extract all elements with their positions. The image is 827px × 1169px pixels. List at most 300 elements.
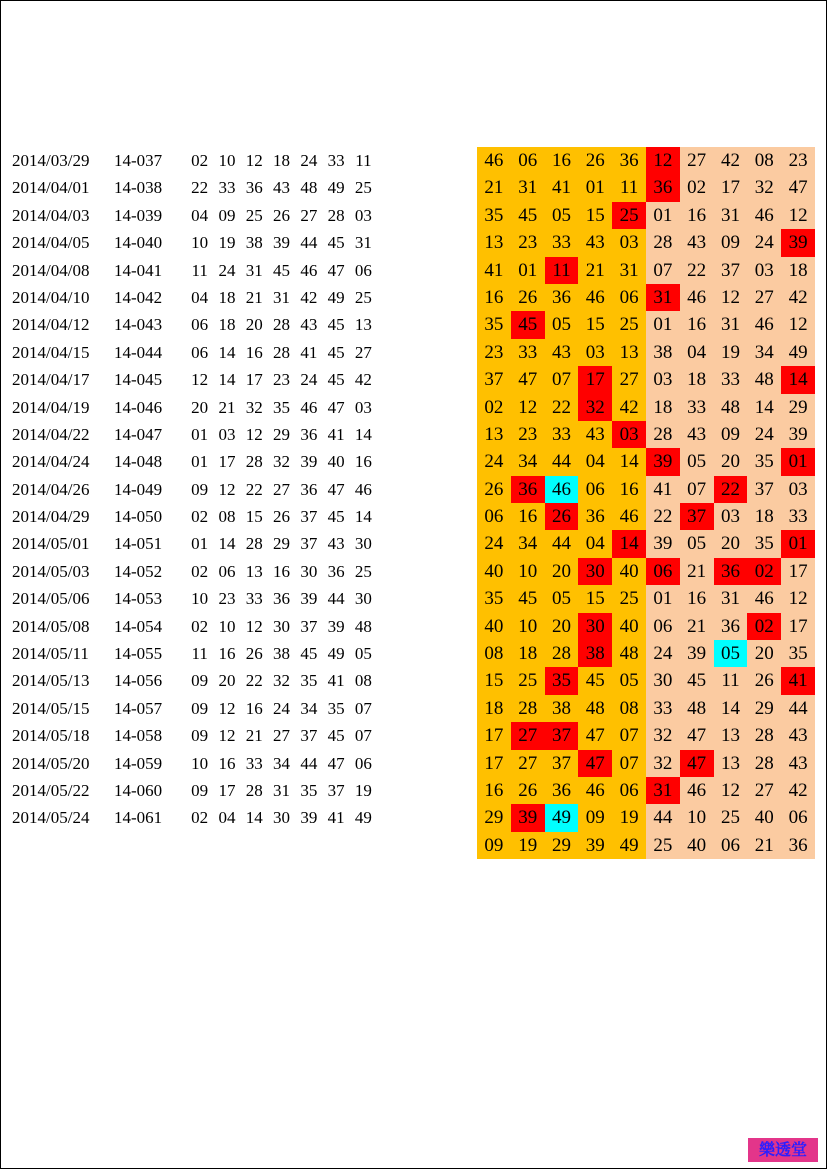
grid-cell: 05 — [680, 448, 714, 475]
draw-number: 47 — [327, 753, 345, 773]
draw-row — [12, 695, 377, 722]
grid-cell: 46 — [578, 284, 612, 311]
draw-number: 14 — [218, 534, 236, 554]
grid-cell: 34 — [511, 448, 545, 475]
grid-cell: 06 — [646, 558, 680, 585]
grid-row — [477, 667, 815, 694]
grid-row — [477, 174, 815, 201]
draw-date: 2014/05/11 — [12, 644, 89, 664]
draw-number: 12 — [245, 424, 263, 444]
draw-number: 12 — [218, 479, 236, 499]
draw-period: 14-055 — [114, 644, 163, 664]
grid-cell: 44 — [646, 804, 680, 831]
grid-cell: 41 — [781, 667, 815, 694]
draw-date: 2014/05/24 — [12, 808, 90, 828]
draw-number: 41 — [327, 808, 345, 828]
grid-cell: 18 — [646, 394, 680, 421]
draw-number: 42 — [354, 370, 372, 390]
grid-cell: 33 — [781, 503, 815, 530]
grid-row — [477, 147, 815, 174]
grid-cell: 40 — [680, 832, 714, 859]
draw-number: 29 — [273, 534, 291, 554]
grid-cell: 04 — [578, 530, 612, 557]
draw-row — [12, 667, 377, 694]
draw-number: 38 — [245, 233, 263, 253]
grid-cell: 42 — [781, 284, 815, 311]
grid-cell: 37 — [680, 503, 714, 530]
draw-number: 39 — [300, 589, 318, 609]
grid-row — [477, 503, 815, 530]
grid-cell: 49 — [781, 339, 815, 366]
draw-number: 47 — [327, 260, 345, 280]
draw-number: 14 — [218, 342, 236, 362]
draw-number: 28 — [245, 534, 263, 554]
draw-date: 2014/03/29 — [12, 151, 90, 170]
grid-cell: 34 — [747, 339, 781, 366]
draw-number: 26 — [245, 644, 263, 664]
grid-cell: 25 — [612, 585, 646, 612]
grid-row — [477, 750, 815, 777]
draw-number: 02 — [191, 151, 209, 170]
grid-cell: 18 — [747, 503, 781, 530]
grid-cell: 19 — [714, 339, 748, 366]
grid-cell: 29 — [477, 804, 511, 831]
draw-number: 17 — [245, 370, 263, 390]
grid-cell: 36 — [545, 284, 579, 311]
draw-number: 25 — [354, 561, 372, 581]
draw-number: 27 — [273, 726, 291, 746]
draw-row — [12, 394, 377, 421]
draw-number: 21 — [245, 726, 263, 746]
grid-cell: 33 — [511, 339, 545, 366]
draw-number: 28 — [273, 342, 291, 362]
draw-date: 2014/04/24 — [12, 452, 90, 472]
draw-date: 2014/04/15 — [12, 342, 90, 362]
draw-period: 14-046 — [114, 397, 163, 417]
draw-period: 14-057 — [114, 698, 163, 718]
draw-date: 2014/04/10 — [12, 287, 90, 307]
grid-cell: 17 — [714, 174, 748, 201]
grid-cell: 14 — [781, 366, 815, 393]
grid-cell: 02 — [680, 174, 714, 201]
draw-date: 2014/04/08 — [12, 260, 90, 280]
draw-number: 42 — [300, 287, 318, 307]
draw-date: 2014/05/01 — [12, 534, 90, 554]
grid-cell: 14 — [612, 448, 646, 475]
draw-row — [12, 174, 377, 201]
draw-number: 12 — [245, 616, 263, 636]
draw-number: 41 — [300, 342, 318, 362]
grid-cell: 46 — [680, 284, 714, 311]
grid-cell: 16 — [612, 476, 646, 503]
draw-number: 16 — [245, 698, 263, 718]
grid-cell: 49 — [612, 832, 646, 859]
grid-cell: 30 — [578, 613, 612, 640]
draw-period: 14-049 — [114, 479, 163, 499]
grid-cell: 33 — [680, 394, 714, 421]
draw-number: 26 — [273, 507, 291, 527]
grid-cell: 24 — [646, 640, 680, 667]
grid-row — [477, 366, 815, 393]
draw-number: 35 — [327, 698, 345, 718]
grid-cell: 23 — [511, 421, 545, 448]
grid-row — [477, 476, 815, 503]
grid-cell: 46 — [747, 585, 781, 612]
draw-number: 02 — [191, 616, 209, 636]
draw-number: 29 — [273, 424, 291, 444]
draw-number: 45 — [327, 507, 345, 527]
grid-cell: 36 — [714, 613, 748, 640]
draw-number: 43 — [327, 534, 345, 554]
grid-cell: 25 — [612, 202, 646, 229]
grid-cell: 27 — [747, 777, 781, 804]
draw-number: 10 — [218, 151, 236, 170]
grid-cell: 39 — [511, 804, 545, 831]
draw-date: 2014/04/19 — [12, 397, 90, 417]
draw-number: 35 — [273, 397, 291, 417]
grid-cell: 09 — [714, 229, 748, 256]
grid-cell: 48 — [612, 640, 646, 667]
grid-cell: 40 — [612, 558, 646, 585]
grid-row — [477, 229, 815, 256]
draw-period: 14-061 — [114, 808, 163, 828]
grid-cell: 10 — [511, 558, 545, 585]
grid-cell: 14 — [612, 530, 646, 557]
draw-row — [12, 476, 377, 503]
grid-cell: 31 — [714, 311, 748, 338]
number-pattern-grid — [477, 147, 815, 859]
draw-number: 39 — [300, 452, 318, 472]
draw-number: 45 — [300, 644, 318, 664]
grid-cell: 28 — [646, 229, 680, 256]
grid-cell: 22 — [714, 476, 748, 503]
draw-row — [12, 147, 377, 174]
grid-cell: 26 — [545, 503, 579, 530]
grid-cell: 23 — [477, 339, 511, 366]
grid-row — [477, 613, 815, 640]
grid-cell: 38 — [545, 695, 579, 722]
grid-cell: 45 — [511, 311, 545, 338]
draw-row — [12, 229, 377, 256]
draw-number: 45 — [273, 260, 291, 280]
grid-row — [477, 640, 815, 667]
draw-number: 43 — [300, 315, 318, 335]
draw-number: 24 — [273, 698, 291, 718]
draw-period: 14-038 — [114, 178, 163, 198]
draw-period: 14-059 — [114, 753, 163, 773]
draw-number: 18 — [218, 315, 236, 335]
draw-number: 10 — [191, 233, 209, 253]
grid-cell: 18 — [511, 640, 545, 667]
draw-number: 25 — [354, 178, 372, 198]
grid-cell: 29 — [781, 394, 815, 421]
draw-number: 09 — [191, 671, 209, 691]
grid-cell: 27 — [680, 147, 714, 174]
grid-cell: 17 — [781, 613, 815, 640]
draw-number: 20 — [191, 397, 209, 417]
grid-cell: 21 — [747, 832, 781, 859]
grid-cell: 43 — [578, 421, 612, 448]
grid-cell: 05 — [612, 667, 646, 694]
grid-cell: 27 — [747, 284, 781, 311]
grid-cell: 04 — [578, 448, 612, 475]
grid-cell: 36 — [612, 147, 646, 174]
grid-cell: 39 — [781, 421, 815, 448]
grid-cell: 40 — [477, 613, 511, 640]
draw-number: 07 — [354, 698, 372, 718]
grid-cell: 13 — [714, 722, 748, 749]
draw-row — [12, 311, 377, 338]
draw-number: 33 — [218, 178, 236, 198]
grid-cell: 18 — [781, 257, 815, 284]
grid-cell: 43 — [545, 339, 579, 366]
grid-cell: 31 — [511, 174, 545, 201]
grid-cell: 39 — [578, 832, 612, 859]
draw-date: 2014/05/13 — [12, 671, 90, 691]
draw-number: 15 — [245, 507, 263, 527]
grid-cell: 02 — [747, 558, 781, 585]
draw-number: 30 — [354, 589, 372, 609]
draw-number: 27 — [273, 479, 291, 499]
draw-row — [12, 202, 377, 229]
grid-cell: 15 — [578, 311, 612, 338]
draw-period: 14-037 — [114, 151, 163, 170]
grid-cell: 46 — [545, 476, 579, 503]
draw-number: 25 — [245, 205, 263, 225]
grid-cell: 32 — [578, 394, 612, 421]
grid-cell: 49 — [545, 804, 579, 831]
grid-cell: 04 — [680, 339, 714, 366]
draw-number: 07 — [354, 726, 372, 746]
grid-cell: 09 — [477, 832, 511, 859]
grid-row — [477, 585, 815, 612]
grid-cell: 26 — [511, 777, 545, 804]
draw-number: 20 — [218, 671, 236, 691]
grid-cell: 07 — [612, 750, 646, 777]
grid-cell: 46 — [612, 503, 646, 530]
grid-row — [477, 394, 815, 421]
draw-number: 16 — [218, 644, 236, 664]
grid-cell: 47 — [578, 722, 612, 749]
grid-cell: 31 — [714, 202, 748, 229]
grid-cell: 06 — [781, 804, 815, 831]
draw-number: 37 — [300, 726, 318, 746]
draw-row — [12, 257, 377, 284]
draw-number: 06 — [191, 342, 209, 362]
draw-period: 14-043 — [114, 315, 163, 335]
draw-number: 24 — [300, 370, 318, 390]
draw-number: 36 — [300, 424, 318, 444]
grid-row — [477, 448, 815, 475]
grid-cell: 31 — [646, 284, 680, 311]
draw-number: 14 — [218, 370, 236, 390]
grid-cell: 21 — [680, 613, 714, 640]
grid-cell: 36 — [511, 476, 545, 503]
draw-number: 33 — [245, 589, 263, 609]
grid-cell: 29 — [747, 695, 781, 722]
grid-row — [477, 558, 815, 585]
grid-cell: 22 — [646, 503, 680, 530]
draw-number: 34 — [300, 698, 318, 718]
grid-cell: 15 — [578, 202, 612, 229]
grid-cell: 06 — [477, 503, 511, 530]
grid-cell: 12 — [714, 284, 748, 311]
draw-number: 23 — [273, 370, 291, 390]
draw-number: 16 — [273, 561, 291, 581]
grid-cell: 45 — [578, 667, 612, 694]
draw-number: 20 — [245, 315, 263, 335]
draw-row — [12, 421, 377, 448]
grid-cell: 27 — [511, 722, 545, 749]
draw-date: 2014/05/22 — [12, 780, 90, 800]
grid-cell: 07 — [646, 257, 680, 284]
grid-cell: 20 — [747, 640, 781, 667]
grid-cell: 36 — [578, 503, 612, 530]
grid-cell: 37 — [714, 257, 748, 284]
draw-number: 10 — [191, 589, 209, 609]
grid-cell: 21 — [578, 257, 612, 284]
draw-number: 12 — [218, 726, 236, 746]
draw-number: 43 — [273, 178, 291, 198]
draw-number: 18 — [273, 151, 291, 170]
draw-number: 06 — [218, 561, 236, 581]
draw-number: 48 — [354, 616, 372, 636]
grid-cell: 44 — [781, 695, 815, 722]
grid-cell: 44 — [545, 530, 579, 557]
draw-period: 14-060 — [114, 780, 163, 800]
grid-cell: 37 — [747, 476, 781, 503]
grid-cell: 48 — [578, 695, 612, 722]
grid-cell: 23 — [511, 229, 545, 256]
draw-number: 16 — [354, 452, 372, 472]
grid-row — [477, 421, 815, 448]
grid-cell: 05 — [545, 585, 579, 612]
grid-cell: 16 — [511, 503, 545, 530]
draw-number: 11 — [191, 260, 208, 280]
grid-cell: 48 — [747, 366, 781, 393]
grid-cell: 13 — [714, 750, 748, 777]
grid-cell: 45 — [511, 202, 545, 229]
grid-cell: 12 — [714, 777, 748, 804]
grid-cell: 16 — [545, 147, 579, 174]
grid-cell: 24 — [747, 229, 781, 256]
grid-cell: 37 — [477, 366, 511, 393]
grid-row — [477, 804, 815, 831]
draw-date: 2014/04/22 — [12, 424, 90, 444]
draw-number: 37 — [300, 507, 318, 527]
grid-cell: 47 — [578, 750, 612, 777]
draw-date: 2014/04/01 — [12, 178, 90, 198]
draw-number: 34 — [273, 753, 291, 773]
draw-number: 27 — [354, 342, 372, 362]
grid-cell: 08 — [477, 640, 511, 667]
grid-cell: 32 — [646, 750, 680, 777]
grid-cell: 03 — [714, 503, 748, 530]
draw-number: 09 — [191, 726, 209, 746]
grid-cell: 10 — [680, 804, 714, 831]
grid-cell: 07 — [612, 722, 646, 749]
draw-date: 2014/05/20 — [12, 753, 90, 773]
grid-cell: 41 — [545, 174, 579, 201]
grid-cell: 07 — [680, 476, 714, 503]
draw-number: 31 — [273, 287, 291, 307]
draw-number: 49 — [327, 644, 345, 664]
grid-cell: 03 — [781, 476, 815, 503]
draw-row — [12, 640, 377, 667]
draw-number: 46 — [300, 397, 318, 417]
grid-cell: 13 — [477, 421, 511, 448]
grid-cell: 28 — [511, 695, 545, 722]
grid-cell: 12 — [511, 394, 545, 421]
draw-number: 28 — [245, 780, 263, 800]
draw-number: 01 — [191, 452, 209, 472]
grid-cell: 06 — [612, 284, 646, 311]
grid-cell: 16 — [477, 284, 511, 311]
grid-cell: 14 — [747, 394, 781, 421]
draw-number: 47 — [327, 397, 345, 417]
draw-number: 44 — [300, 233, 318, 253]
grid-cell: 35 — [477, 585, 511, 612]
draw-number: 17 — [218, 780, 236, 800]
grid-cell: 17 — [781, 558, 815, 585]
draw-number: 31 — [245, 260, 263, 280]
draw-number: 31 — [354, 233, 372, 253]
grid-cell: 36 — [781, 832, 815, 859]
draw-number: 28 — [245, 452, 263, 472]
draw-number: 49 — [354, 808, 372, 828]
grid-cell: 30 — [646, 667, 680, 694]
draw-row — [12, 339, 377, 366]
grid-cell: 05 — [680, 530, 714, 557]
grid-cell: 18 — [477, 695, 511, 722]
grid-cell: 43 — [578, 229, 612, 256]
draw-number: 39 — [300, 808, 318, 828]
draw-period: 14-040 — [114, 233, 163, 253]
draw-date: 2014/04/03 — [12, 205, 90, 225]
grid-cell: 46 — [477, 147, 511, 174]
draw-number: 11 — [355, 151, 372, 170]
draw-number: 14 — [354, 507, 372, 527]
draw-number: 21 — [218, 397, 236, 417]
grid-cell: 24 — [747, 421, 781, 448]
grid-cell: 20 — [714, 448, 748, 475]
grid-cell: 17 — [477, 722, 511, 749]
grid-cell: 16 — [680, 202, 714, 229]
draw-number: 05 — [354, 644, 372, 664]
draw-period: 14-052 — [114, 561, 163, 581]
draw-history-list — [12, 147, 377, 832]
grid-cell: 39 — [646, 530, 680, 557]
draw-number: 16 — [218, 753, 236, 773]
draw-number: 19 — [218, 233, 236, 253]
draw-number: 12 — [218, 698, 236, 718]
draw-number: 18 — [218, 287, 236, 307]
grid-cell: 28 — [646, 421, 680, 448]
grid-cell: 39 — [781, 229, 815, 256]
grid-cell: 25 — [511, 667, 545, 694]
grid-cell: 31 — [646, 777, 680, 804]
draw-date: 2014/04/29 — [12, 507, 90, 527]
grid-cell: 21 — [680, 558, 714, 585]
draw-number: 22 — [191, 178, 209, 198]
draw-number: 09 — [191, 479, 209, 499]
grid-cell: 07 — [545, 366, 579, 393]
grid-cell: 37 — [545, 722, 579, 749]
draw-row — [12, 284, 377, 311]
draw-number: 49 — [327, 178, 345, 198]
draw-number: 06 — [191, 315, 209, 335]
draw-number: 04 — [218, 808, 236, 828]
